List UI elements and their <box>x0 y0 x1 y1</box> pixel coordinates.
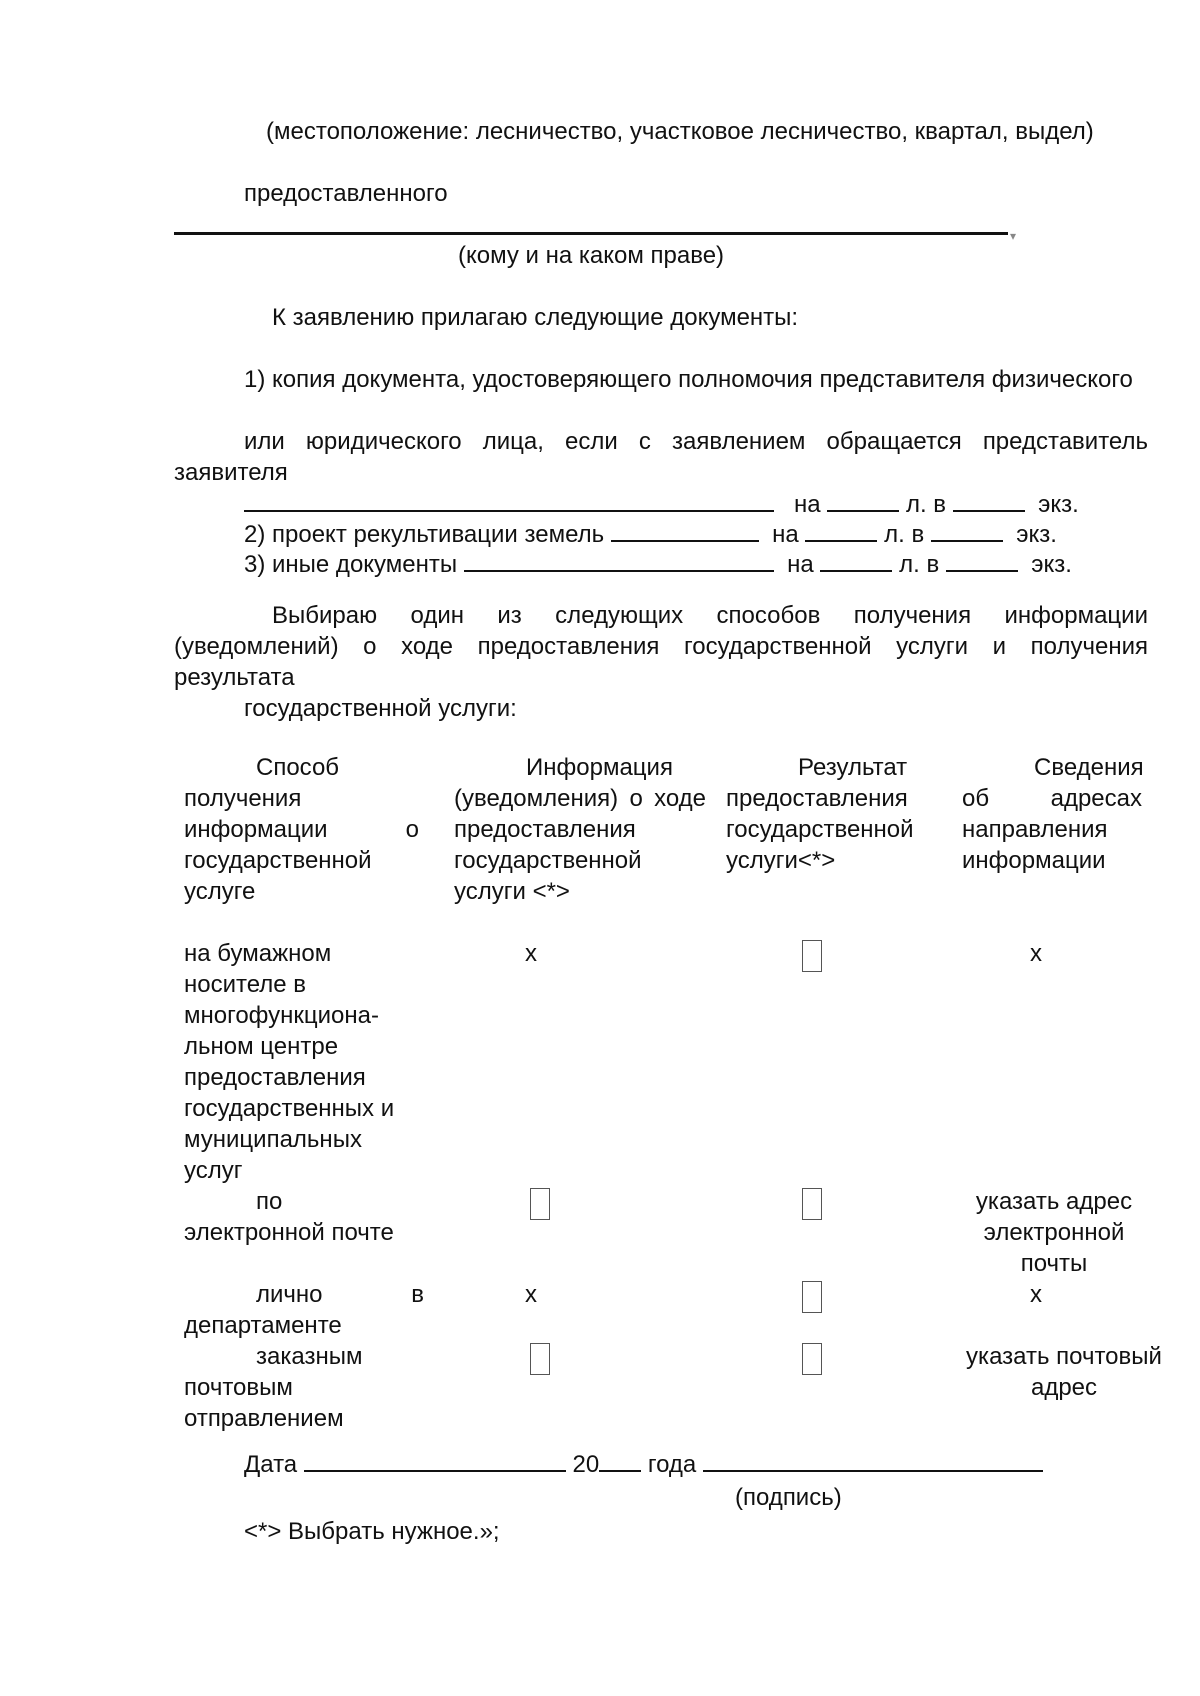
row2-info-checkbox[interactable] <box>530 1188 550 1220</box>
whom-caption: (кому и на каком праве) <box>457 242 725 269</box>
row1-address-x: x <box>1030 940 1042 967</box>
row1-info-x: x <box>525 940 537 967</box>
signature-blank[interactable] <box>703 1448 1043 1472</box>
row4-result-checkbox[interactable] <box>802 1343 822 1375</box>
footnote-end: »; <box>479 1518 500 1545</box>
choice-intro-end: государственной услуги: <box>244 695 517 722</box>
document-name-blank[interactable] <box>244 488 774 512</box>
sheets-blank[interactable] <box>827 488 899 512</box>
row1-result-checkbox[interactable] <box>802 940 822 972</box>
row4-address: указать почтовый адрес <box>966 1343 1162 1401</box>
header-info: Информация (уведомления) о ходе предоставления государственной услуги <*> <box>454 754 706 905</box>
attachment-1-line1: 1) копия документа, удостоверяющего полномочия представителя физического <box>244 366 1133 393</box>
choice-intro: Выбираю один из следующих способов получения информации (уведомлений) о ходе предоставления государственной услуги и получения результата <box>174 602 1148 691</box>
row2-method: по электронной почте <box>184 1188 394 1246</box>
row4-info-checkbox[interactable] <box>530 1343 550 1375</box>
provided-label: предоставленного <box>244 180 448 207</box>
copies-blank[interactable] <box>953 488 1025 512</box>
attachment-row-1: на л. в экз. <box>244 488 1079 520</box>
header-method: Способ получения информации о государственной услуге <box>184 754 419 905</box>
attachment-row-3: 3) иные документы на л. в экз. <box>244 548 1072 580</box>
document-name-blank[interactable] <box>611 518 759 542</box>
row2-address: указать адрес электронной почты <box>975 1188 1133 1277</box>
year-prefix: 20 <box>572 1451 600 1478</box>
header-address: Сведения об адресах направления информации <box>962 754 1144 874</box>
attachment-1-line2: или юридического лица, если с заявлением обращается представитель заявителя <box>174 428 1148 486</box>
location-line: (местоположение: лесничество, участковое лесничество, квартал, выдел) <box>266 118 1094 145</box>
footnote-text: <*> Выбрать нужное. <box>244 1518 480 1545</box>
attachments-intro: К заявлению прилагаю следующие документы: <box>272 304 799 331</box>
rule-end-mark: ▾ <box>1010 229 1017 243</box>
row4-method: заказным почтовым отправлением <box>184 1343 363 1432</box>
signature-caption: (подпись) <box>735 1484 842 1511</box>
document-name-blank[interactable] <box>464 548 774 572</box>
year-label: года <box>647 1451 697 1478</box>
signature-row <box>244 1448 1043 1480</box>
attachment-row-2: 2) проект рекультивации земель на л. в экз. <box>244 518 1057 550</box>
footnote <box>244 1516 500 1547</box>
row3-result-checkbox[interactable] <box>802 1281 822 1313</box>
sheets-blank[interactable] <box>820 548 892 572</box>
whom-underline <box>174 232 1008 235</box>
row1-method: на бумажном носителе в многофункциона- льном центре предоставления государственных и муниципальных услуг <box>184 940 395 1184</box>
year-blank[interactable] <box>599 1448 641 1472</box>
copies-blank[interactable] <box>931 518 1003 542</box>
row3-method: лично в департаменте <box>184 1281 424 1339</box>
header-result: Результат предоставления государственной услуги<*> <box>726 754 914 874</box>
date-label: Дата <box>244 1451 298 1478</box>
date-blank[interactable] <box>304 1448 566 1472</box>
row3-info-x: x <box>525 1281 537 1308</box>
sheets-blank[interactable] <box>805 518 877 542</box>
row2-result-checkbox[interactable] <box>802 1188 822 1220</box>
row3-address-x: x <box>1030 1281 1042 1308</box>
copies-blank[interactable] <box>946 548 1018 572</box>
